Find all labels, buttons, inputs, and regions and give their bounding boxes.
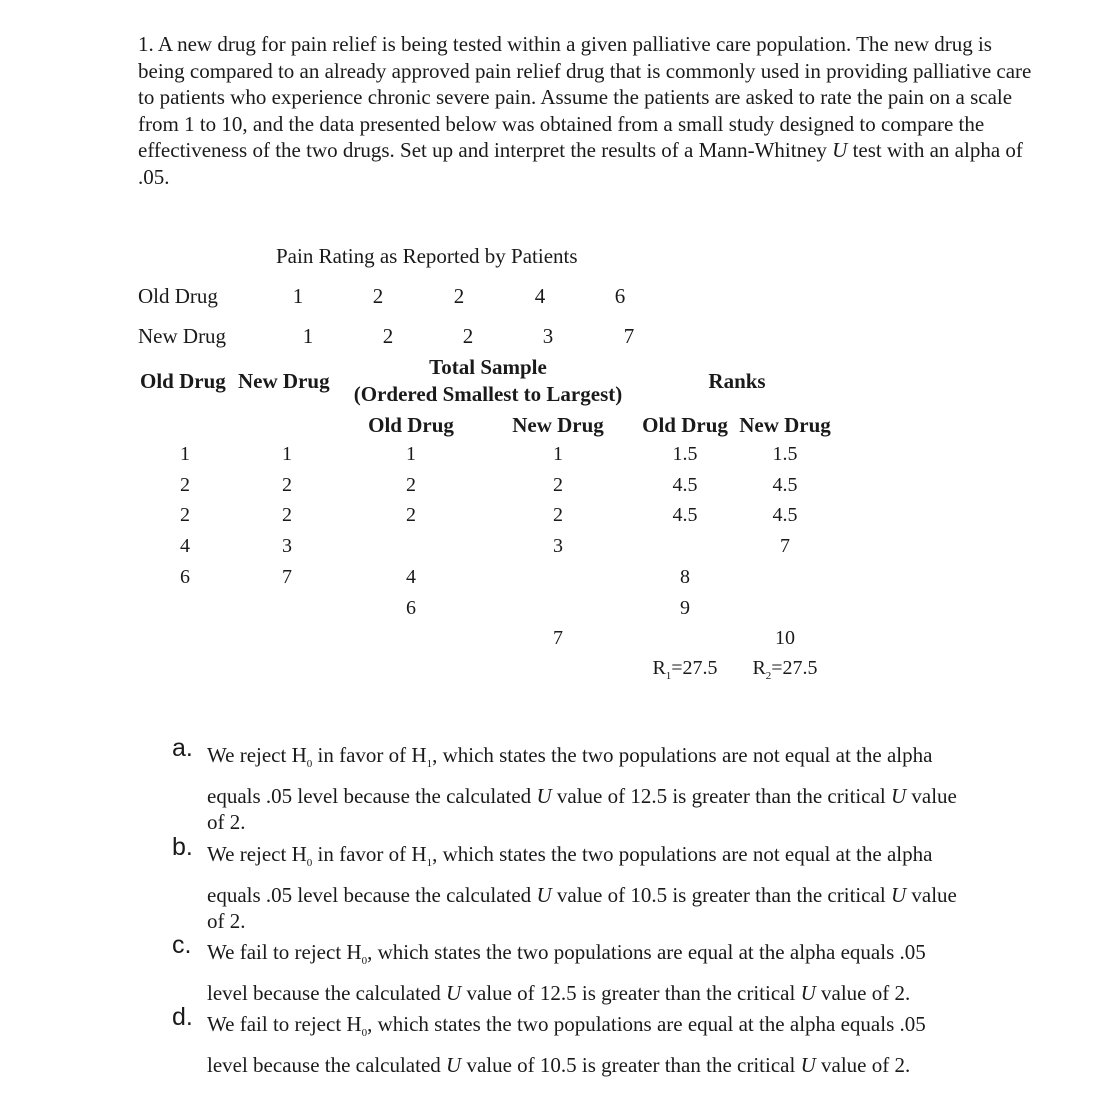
ratings-row-label-new: New Drug [138,324,227,348]
rating-value: 3 [542,324,554,348]
option-letter: a. [172,734,193,762]
option-letter: b. [172,833,193,861]
subheader-new-drug: New Drug [512,413,604,437]
rank-new-cell: 7 [780,535,790,558]
ordered-old-cell: 1 [406,443,416,465]
old-drug-cell: 6 [180,565,190,588]
ordered-new-cell: 7 [553,627,563,650]
header-old-drug: Old Drug [140,369,226,393]
ordered-old-cell: 2 [406,504,416,527]
rating-value: 1 [302,324,314,348]
rating-value: 2 [453,284,465,308]
subheader-rank-old: Old Drug [642,413,728,437]
rank-sum-old: $R_1=27.5$ [652,657,718,682]
ordered-new-cell: 2 [553,473,563,496]
option-text: We fail to reject $H_0$, which states the two populations are equal at the alpha equals .05 level because the calculated U value of 10.5 is greater than the critical U value of 2. [207,1012,926,1077]
ordered-new-cell: 1 [553,443,563,465]
rank-sum-new: $R_2=27.5$ [752,657,818,682]
rating-value: 2 [462,324,474,348]
option-letter: c. [172,931,192,959]
subheader-rank-new: New Drug [739,413,831,437]
rank-old-cell: 8 [680,565,690,588]
ratings-row-label-old: Old Drug [138,284,218,308]
rank-new-cell: 1.5 [772,443,798,465]
option-text: We fail to reject $H_0$, which states the two populations are equal at the alpha equals .05 level because the calculated U value of 12.5 is greater than the critical U value of 2. [207,940,926,1005]
question-body: A new drug for pain relief is being tested within a given palliative care population. The new drug is being compared to an already approved pain relief drug that is commonly used in providing palliative care to patients who experience chronic severe pain. Assume the patients are asked to rate the pain on a scale from 1 to 10, and the data presented below was obtained from a small study designed to compare the effectiveness of the two drugs. Set up and interpret the results of a Mann-Whitney [138,32,1032,163]
new-drug-cell: 2 [282,473,292,496]
rating-value: 7 [623,324,635,348]
rank-new-cell: 10 [775,627,795,650]
rank-old-cell: 4.5 [672,504,698,527]
ordered-new-cell: 3 [553,535,563,558]
rating-value: 2 [372,284,384,308]
question-number: 1. [138,32,154,56]
rank-old-cell: 9 [680,596,690,619]
header-total-sample: Total Sample [429,355,547,379]
rank-old-cell: 1.5 [672,443,698,465]
option-text: We reject $H_0$ in favor of $H_1$, which states the two populations are not equal at the alpha equals .05 level because the calculated U value of 10.5 is greater than the critical U value of 2. [207,842,957,933]
old-drug-cell: 2 [180,504,190,527]
option-text: We reject $H_0$ in favor of $H_1$, which states the two populations are not equal at the alpha equals .05 level because the calculated U value of 12.5 is greater than the critical U value of 2. [207,743,957,834]
new-drug-cell: 2 [282,504,292,527]
new-drug-cell: 1 [282,443,292,465]
rank-old-cell: 4.5 [672,473,698,496]
rating-value: 2 [382,324,394,348]
ordered-old-cell: 4 [406,565,416,588]
rating-value: 1 [292,284,304,308]
rank-new-cell: 4.5 [772,473,798,496]
old-drug-cell: 4 [180,535,190,558]
option-letter: d. [172,1003,193,1031]
old-drug-cell: 1 [180,443,190,465]
new-drug-cell: 7 [282,565,292,588]
header-new-drug: New Drug [238,369,330,393]
header-ordered: (Ordered Smallest to Largest) [353,382,623,406]
question-text [138,31,1038,191]
subheader-old-drug: Old Drug [368,413,454,437]
ordered-old-cell: 2 [406,473,416,496]
rating-value: 6 [614,284,626,308]
header-ranks: Ranks [708,369,766,393]
u-symbol: U [832,138,848,163]
question-body-end: test with an alpha of .05. [138,138,1023,189]
ratings-title: Pain Rating as Reported by Patients [276,244,578,268]
rating-value: 4 [534,284,546,308]
ordered-old-cell: 6 [406,596,416,619]
rank-new-cell: 4.5 [772,504,798,527]
new-drug-cell: 3 [282,535,292,558]
old-drug-cell: 2 [180,473,190,496]
ordered-new-cell: 2 [553,504,563,527]
